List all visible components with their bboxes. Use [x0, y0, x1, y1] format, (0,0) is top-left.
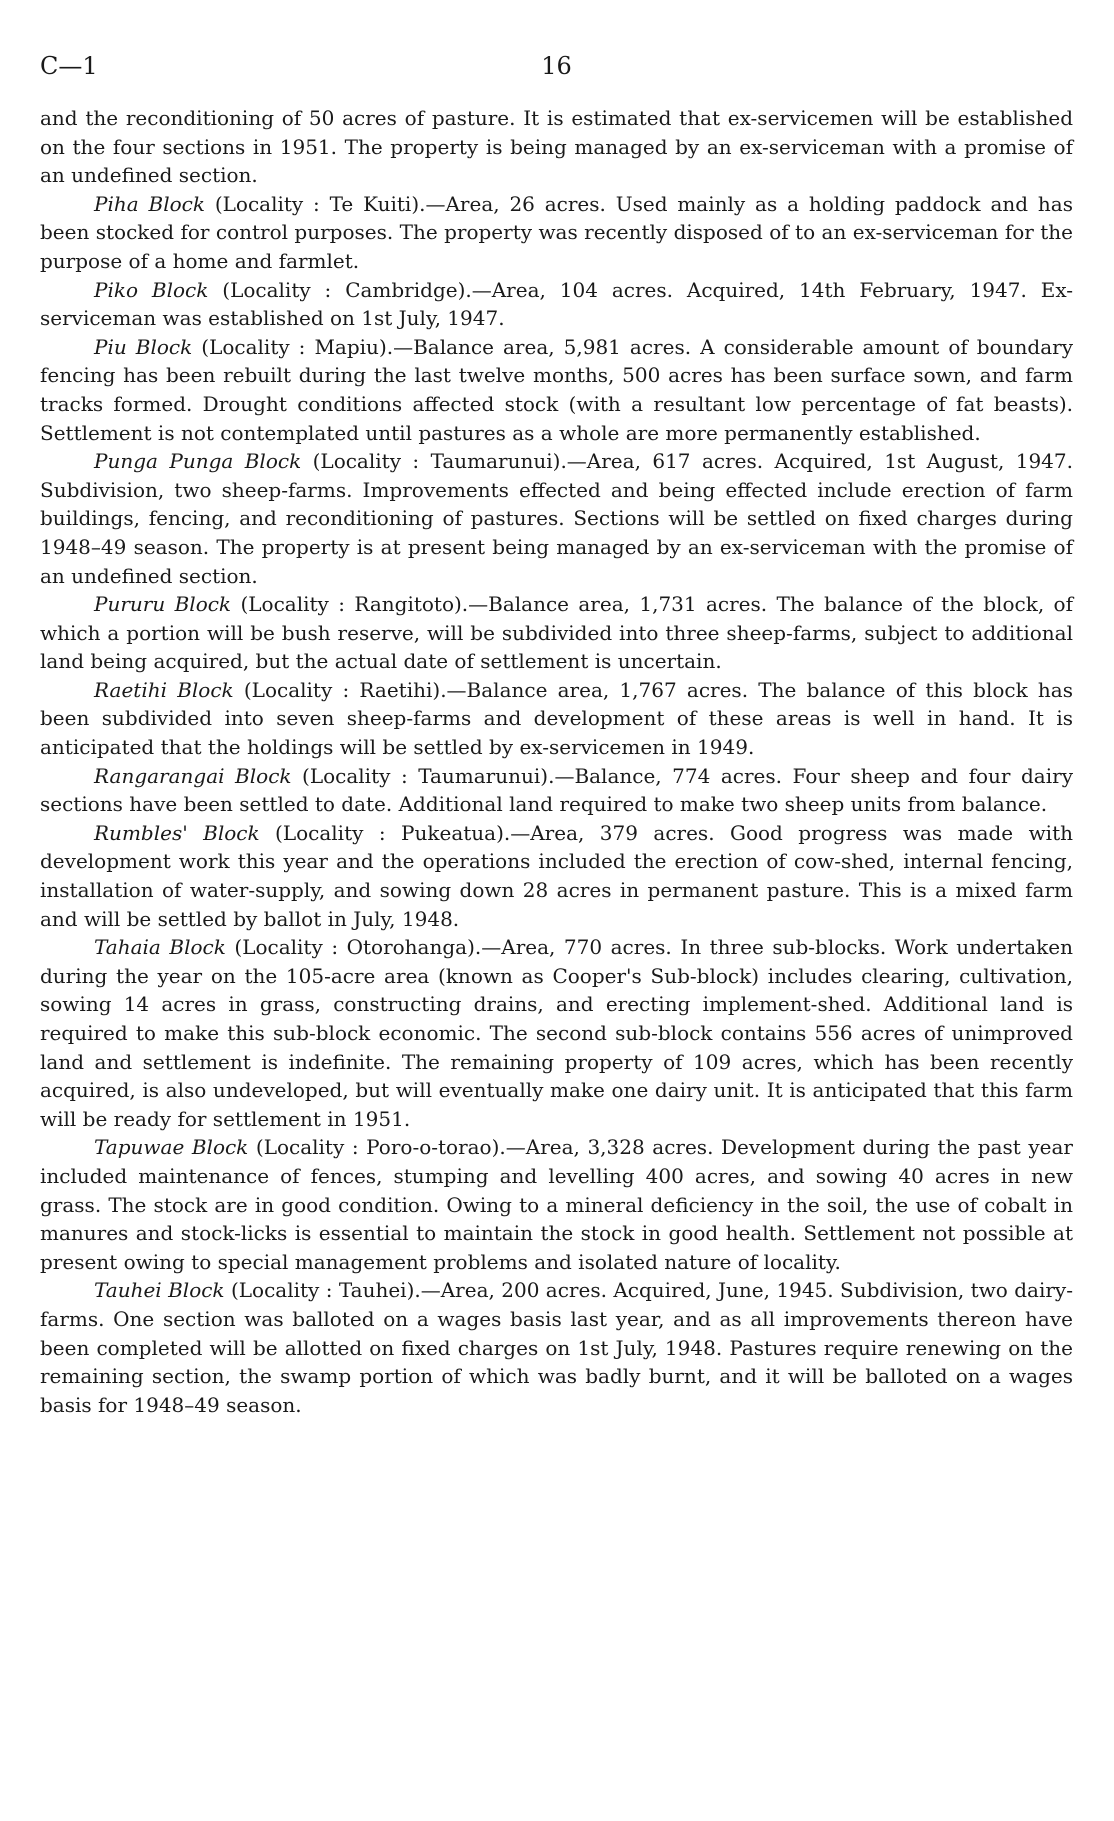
paragraph-text: (Locality : Pukeatua).—Area, 379 acres. Good progress was made with development work this year and the operations included the erection of cow-shed, internal fencing, installation of water-supply, and sowing down 28 acres in permanent pasture. This is a mixed farm and will be settled by ballot in July, 1948. [40, 820, 1073, 931]
paragraph-piu-block [40, 333, 1073, 447]
paragraph-tahaia-block [40, 933, 1073, 1133]
paragraph-text: (Locality : Mapiu).—Balance area, 5,981 acres. A considerable amount of boundary fencing has been rebuilt during the last twelve months, 500 acres has been surface sown, and farm tracks formed. Drought conditions affected stock (with a resultant low percentage of fat beasts). Settlement is not contemplated until pastures as a whole are more permanently established. [40, 334, 1073, 445]
block-name: Tahaia Block [94, 935, 226, 960]
paragraph-continuation [40, 104, 1073, 190]
paragraph-text: and the reconditioning of 50 acres of pasture. It is estimated that ex-servicemen will be established on the four sections in 1951. The property is being managed by an ex-serviceman with a promise of an undefined section. [40, 106, 1073, 188]
block-name: Raetihi Block [94, 677, 234, 702]
paragraph-text: (Locality : Tauhei).—Area, 200 acres. Acquired, June, 1945. Subdivision, two dairy-farms. One section was balloted on a wages basis last year, and as all improvements thereon have been completed will be allotted on fixed charges on 1st July, 1948. Pastures require renewing on the remaining section, the swamp portion of which was badly burnt, and it will be balloted on a wages basis for 1948–49 season. [40, 1278, 1073, 1417]
paragraph-text: (Locality : Raetihi).—Balance area, 1,767 acres. The balance of this block has been subdivided into seven sheep-farms and development of these areas is well in hand. It is anticipated that the holdings will be settled by ex-servicemen in 1949. [40, 677, 1073, 760]
paragraph-text: (Locality : Otorohanga).—Area, 770 acres. In three sub-blocks. Work undertaken during the year on the 105-acre area (known as Cooper's Sub-block) includes clearing, cultivation, sowing 14 acres in grass, constructing drains, and erecting implement-shed. Additional land is required to make this sub-block economic. The second sub-block contains 556 acres of unimproved land and settlement is indefinite. The remaining property of 109 acres, which has been recently acquired, is also undeveloped, but will eventually make one dairy unit. It is anticipated that this farm will be ready for settlement in 1951. [40, 935, 1073, 1131]
block-name: Piko Block [94, 277, 209, 302]
paragraph-pururu-block [40, 590, 1073, 676]
block-name: Rangarangai Block [94, 763, 292, 788]
document-body [40, 104, 1073, 1419]
block-name: Pururu Block [94, 592, 232, 617]
block-name: Tauhei Block [94, 1278, 225, 1303]
block-name: Rumbles' Block [94, 820, 260, 845]
paragraph-text: (Locality : Taumarunui).—Balance, 774 acres. Four sheep and four dairy sections have been settled to date. Additional land required to make two sheep units from balance. [40, 763, 1073, 817]
document-code: C—1 [40, 52, 98, 80]
paragraph-text: (Locality : Taumarunui).—Area, 617 acres. Acquired, 1st August, 1947. Subdivision, two sheep-farms. Improvements effected and being effected include erection of farm buildings, fencing, and reconditioning of pastures. Sections will be settled on fixed charges during 1948–49 season. The property is at present being managed by an ex-serviceman with the promise of an undefined section. [40, 449, 1073, 588]
page-number: 16 [541, 52, 572, 80]
paragraph-punga-punga-block [40, 447, 1073, 590]
block-name: Tapuwae Block [94, 1135, 249, 1160]
paragraph-text: (Locality : Rangitoto).—Balance area, 1,731 acres. The balance of the block, of which a portion will be bush reserve, will be subdivided into three sheep-farms, subject to additional land being acquired, but the actual date of settlement is uncertain. [40, 592, 1073, 674]
block-name: Piha Block [94, 191, 205, 216]
block-name: Piu Block [94, 334, 193, 359]
paragraph-tapuwae-block [40, 1133, 1073, 1276]
paragraph-piko-block [40, 276, 1073, 333]
paragraph-text: (Locality : Poro-o-torao).—Area, 3,328 acres. Development during the past year included maintenance of fences, stumping and levelling 400 acres, and sowing 40 acres in new grass. The stock are in good condition. Owing to a mineral deficiency in the soil, the use of cobalt in manures and stock-licks is essential to maintain the stock in good health. Settlement not possible at present owing to special management problems and isolated nature of locality. [40, 1135, 1073, 1274]
paragraph-rangarangai-block [40, 762, 1073, 819]
paragraph-text: (Locality : Cambridge).—Area, 104 acres. Acquired, 14th February, 1947. Ex-serviceman was established on 1st July, 1947. [40, 277, 1074, 331]
paragraph-text: (Locality : Te Kuiti).—Area, 26 acres. Used mainly as a holding paddock and has been stocked for control purposes. The property was recently disposed of to an ex-serviceman for the purpose of a home and farmlet. [40, 191, 1073, 273]
paragraph-tauhei-block [40, 1276, 1073, 1419]
page-header [40, 52, 1073, 86]
block-name: Punga Punga Block [94, 449, 302, 474]
paragraph-piha-block [40, 190, 1073, 276]
paragraph-rumbles-block [40, 819, 1073, 933]
paragraph-raetihi-block [40, 676, 1073, 762]
